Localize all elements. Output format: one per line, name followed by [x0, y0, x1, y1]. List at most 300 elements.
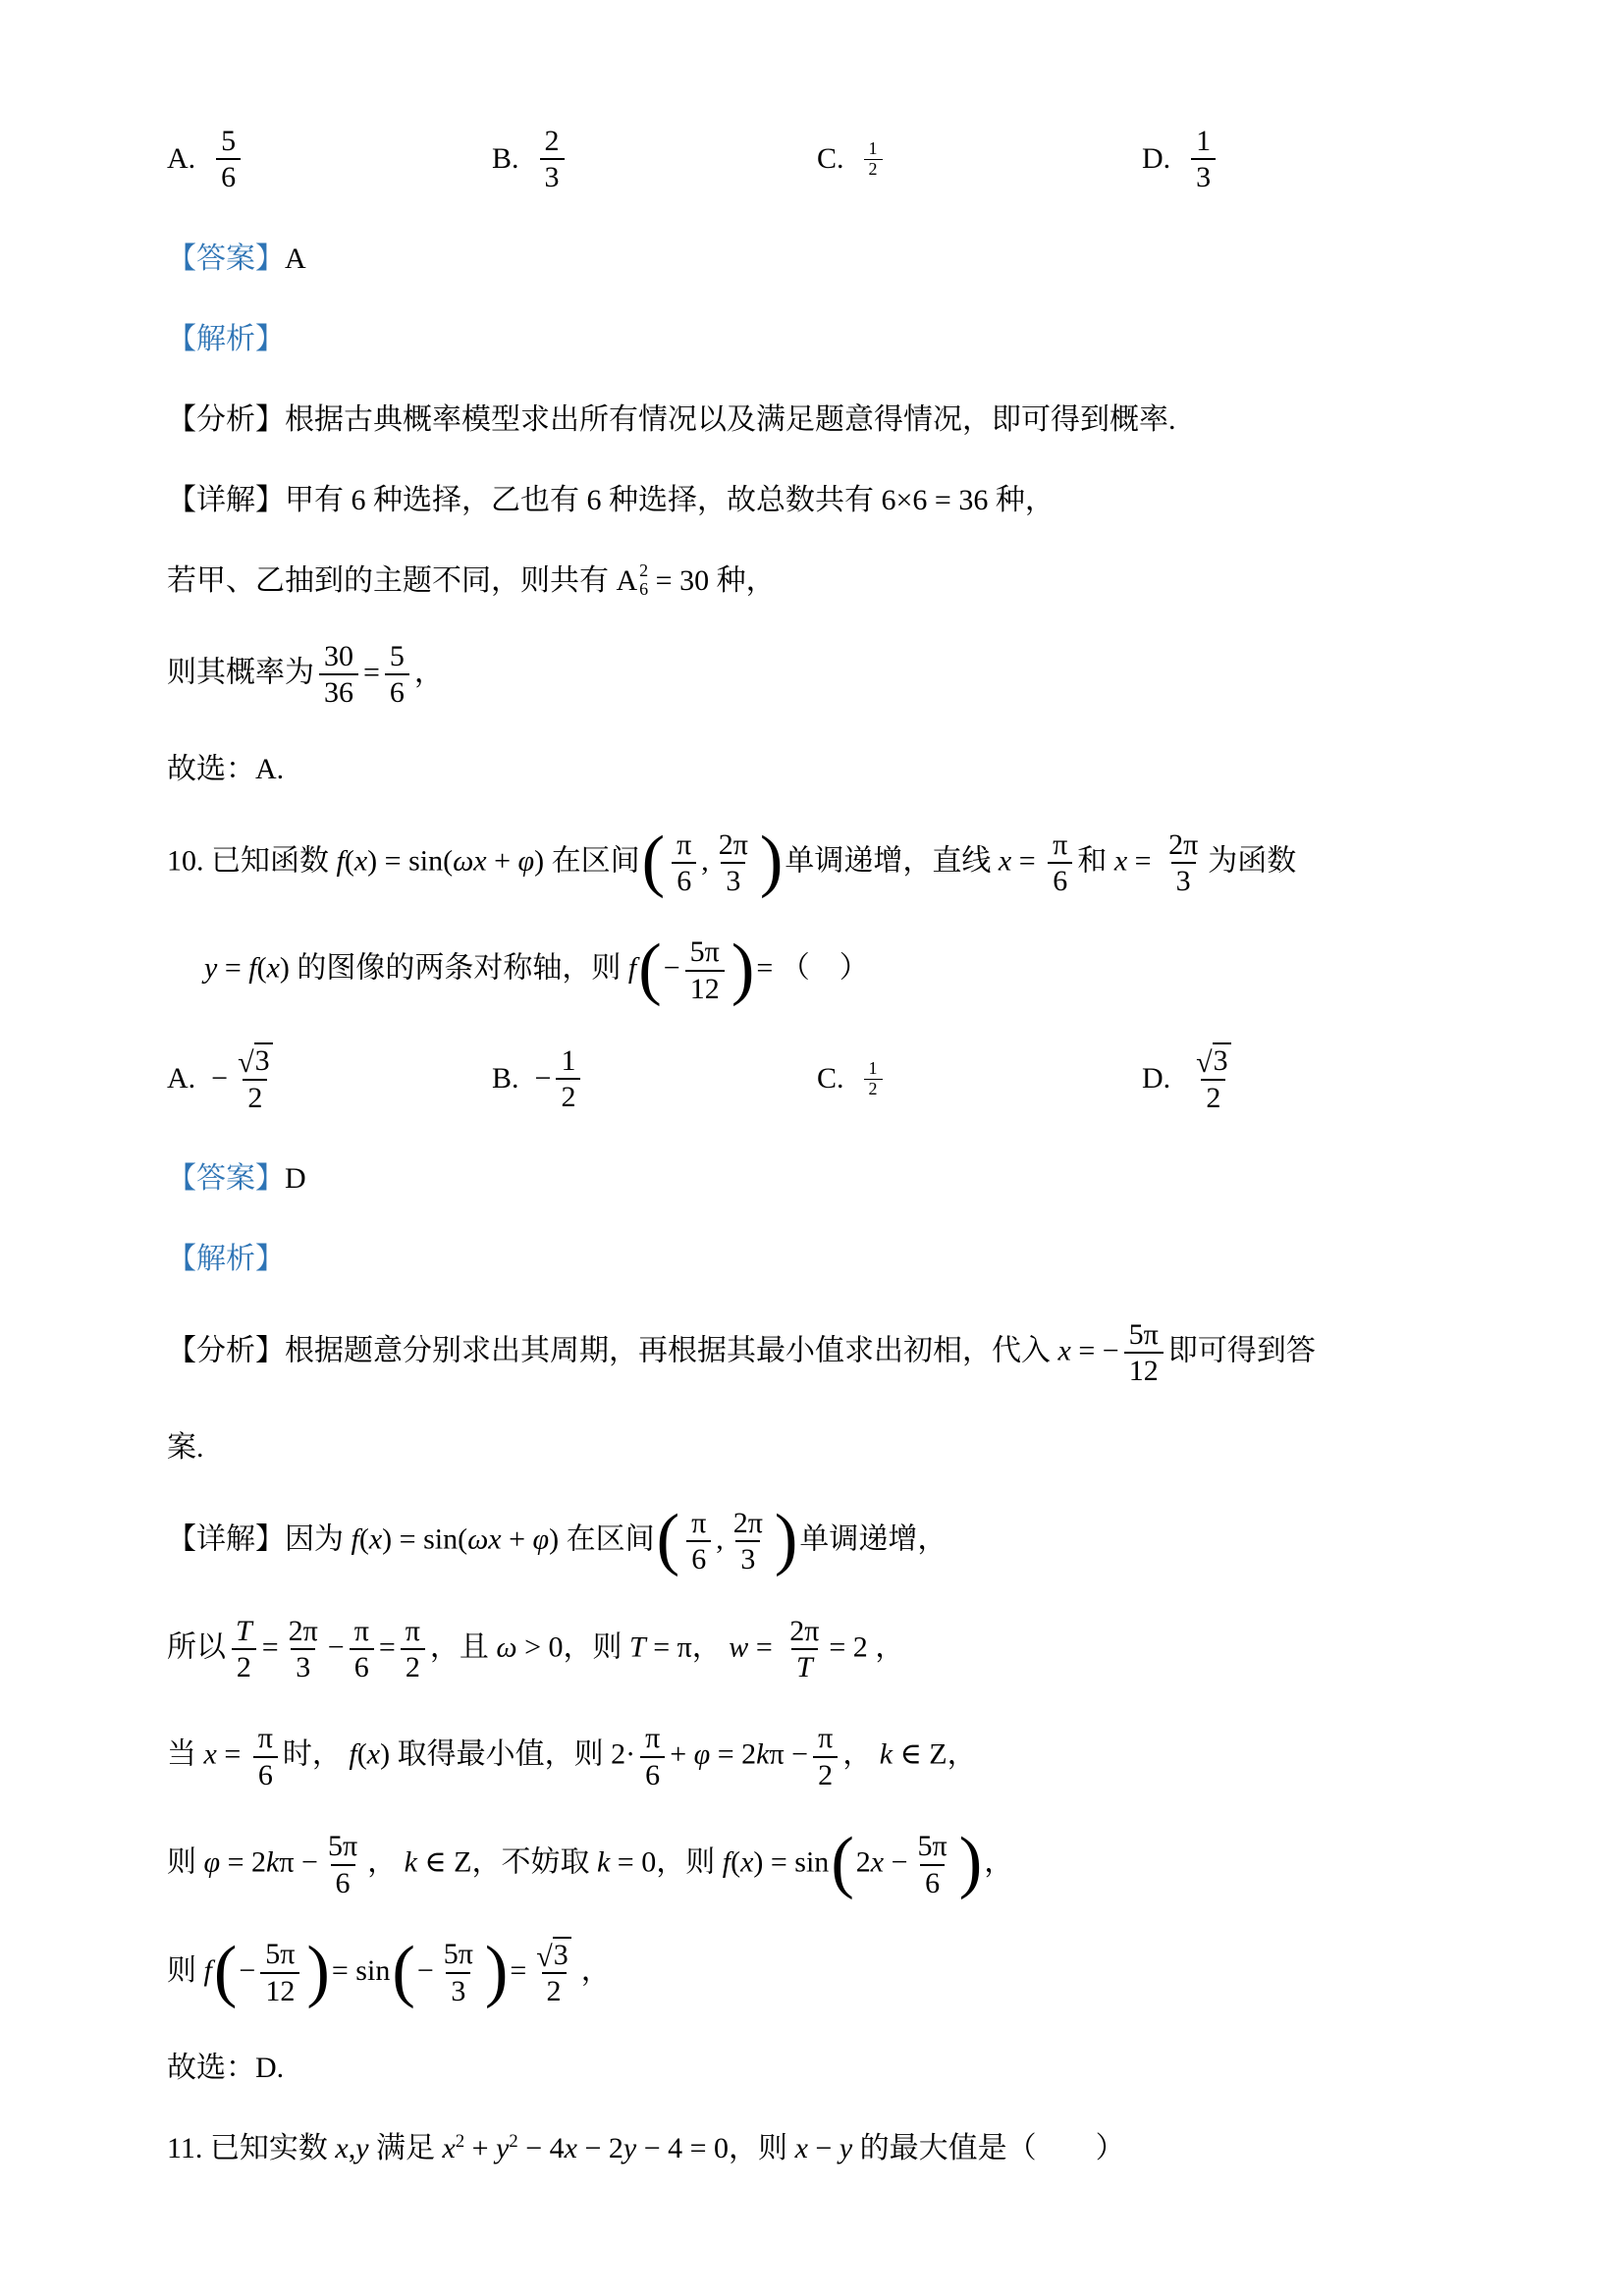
option-label: D.	[1142, 1062, 1171, 1095]
fraction	[439, 1937, 478, 2008]
fraction	[233, 1042, 277, 1115]
fraction	[1124, 1317, 1164, 1389]
big-paren: (	[831, 1824, 854, 1901]
big-paren: (	[638, 930, 662, 1007]
text-run: ∈ Z，不妨取	[416, 1845, 597, 1879]
text-run: ，且	[429, 1629, 497, 1663]
math-variable: x	[564, 2131, 577, 2164]
document-content	[167, 124, 1467, 2170]
math-variable: φ	[203, 1845, 221, 1879]
fraction-numerator	[540, 124, 565, 158]
small-fraction	[864, 1059, 883, 1099]
text-run: ，	[842, 1737, 880, 1771]
math-variable: x	[794, 2131, 808, 2164]
text-run: ) 在区间	[534, 843, 640, 877]
sqrt	[1196, 1042, 1230, 1079]
option-label: B.	[492, 142, 519, 176]
q9-prob-line	[167, 639, 1467, 711]
big-paren: )	[958, 1824, 983, 1901]
big-paren: (	[392, 1932, 415, 2009]
text-run: 若甲、乙抽到的主题不同，则共有	[167, 563, 617, 597]
text-run: π	[405, 1614, 420, 1647]
fraction-denominator	[291, 1648, 315, 1684]
text-run: =	[363, 656, 380, 689]
option-item	[492, 1043, 817, 1115]
big-paren: )	[759, 822, 784, 899]
text-run: 2	[868, 158, 878, 179]
superscript: 2	[455, 2130, 465, 2152]
text-run: −	[807, 2131, 839, 2164]
text-run: 1	[868, 138, 878, 159]
math-variable: w	[729, 1629, 749, 1663]
q10-statement-line1	[167, 822, 1467, 899]
text-run: ) = sin(	[382, 1522, 468, 1556]
text-run: 2π	[1168, 828, 1199, 861]
fraction	[401, 1614, 425, 1685]
text-run: 6	[389, 676, 405, 710]
text-run: D	[285, 1162, 306, 1196]
math-variable: y	[204, 951, 218, 985]
math-variable: x	[442, 2131, 456, 2164]
script-base: A	[616, 563, 638, 597]
fraction-denominator	[542, 1972, 567, 2008]
q10-answer-line	[167, 1156, 1467, 1201]
big-paren: (	[641, 822, 666, 899]
q10-options	[167, 1042, 1467, 1115]
text-run: 3	[740, 1543, 756, 1576]
fraction	[531, 1937, 575, 2009]
text-run: 5π	[689, 935, 720, 969]
text-run: =	[510, 1953, 527, 1987]
fraction-numerator	[785, 1614, 824, 1648]
option-item	[167, 124, 492, 195]
text-run: −	[327, 1629, 345, 1663]
fraction-numerator	[685, 934, 725, 969]
text-run: 案.	[167, 1430, 204, 1464]
math-variable: f	[627, 951, 637, 985]
text-run: = 30 种，	[648, 563, 776, 597]
big-paren: )	[731, 930, 755, 1007]
fraction	[284, 1614, 323, 1685]
text-run: = π，	[645, 1629, 730, 1663]
math-variable: x	[870, 1845, 885, 1879]
fraction-numerator	[439, 1937, 478, 1971]
section-tag: 【解析】	[167, 1243, 285, 1276]
math-variable: k	[404, 1845, 417, 1879]
fraction	[729, 1506, 768, 1577]
option-value	[1186, 124, 1220, 195]
fraction	[686, 1506, 711, 1577]
text-run: ∈ Z，	[893, 1737, 977, 1771]
fraction-denominator	[1191, 158, 1216, 194]
q10-fenxi-line1	[167, 1317, 1467, 1389]
fraction-numerator	[686, 1506, 711, 1540]
fraction-denominator	[813, 1756, 838, 1792]
option-item	[1142, 124, 1467, 195]
option-label: B.	[492, 1062, 519, 1095]
text-run: 当	[167, 1737, 204, 1771]
option-label: A.	[167, 142, 196, 176]
text-run: =	[378, 1629, 396, 1663]
text-run: 即可得到答	[1167, 1334, 1316, 1367]
text-run: ,	[701, 843, 709, 877]
text-run: 5	[221, 125, 237, 157]
text-run: 故选：D.	[167, 2051, 285, 2084]
fraction-numerator	[813, 1721, 838, 1755]
text-run: π	[645, 1722, 661, 1755]
section-tag: 【答案】	[167, 241, 285, 275]
fraction-denominator	[864, 1079, 883, 1099]
fraction-numerator	[319, 639, 358, 673]
text-run: −	[416, 1953, 434, 1987]
math-variable: x	[1057, 1334, 1071, 1367]
text-run: 2π	[288, 1614, 318, 1647]
text-run: 【详解】甲有 6 种选择，乙也有 6 种选择，故总数共有 6×6 = 36 种，	[167, 483, 1055, 516]
text-run: =	[1127, 843, 1160, 877]
text-run: 6	[677, 864, 692, 897]
text-run: 5π	[917, 1830, 947, 1863]
math-variable: x	[740, 1845, 754, 1879]
fraction-denominator	[920, 1864, 945, 1900]
sqrt	[536, 1937, 570, 1973]
fraction	[260, 1937, 299, 2008]
math-variable: x	[368, 1522, 383, 1556]
text-run: 2π	[732, 1506, 763, 1539]
fraction-denominator	[331, 1864, 355, 1900]
fraction-numerator	[864, 1059, 883, 1079]
fraction-denominator	[253, 1756, 278, 1792]
text-run: 2	[544, 125, 560, 157]
text-run: ，	[367, 1845, 405, 1879]
fraction	[685, 934, 725, 1006]
fraction-denominator	[446, 1972, 470, 2008]
fraction-numerator	[1191, 124, 1216, 158]
text-run: 5π	[1128, 1318, 1159, 1352]
text-run: π	[677, 828, 692, 861]
text-run: 2	[546, 1975, 562, 2008]
text-run: (	[344, 843, 354, 877]
text-run: 和	[1077, 843, 1114, 877]
text-run: ) 取得最小值，则 2·	[380, 1737, 636, 1771]
fraction-numerator	[1124, 1317, 1164, 1352]
math-variable: k	[879, 1737, 893, 1771]
text-run: 所以	[167, 1629, 226, 1663]
option-value	[860, 139, 887, 180]
text-run: −	[239, 1953, 256, 1987]
fraction	[785, 1614, 824, 1685]
q9-jiexi-line	[167, 317, 1467, 361]
option-value	[535, 124, 569, 195]
q10-step3-line	[167, 1824, 1467, 1901]
text-run: 5π	[265, 1938, 296, 1971]
text-run: 2	[868, 1078, 878, 1098]
text-run: 则	[167, 1845, 204, 1879]
option-label: D.	[1142, 142, 1171, 176]
text-run: =	[217, 951, 249, 985]
base-with-scripts	[617, 559, 649, 603]
fraction	[913, 1829, 952, 1900]
text-run: π	[818, 1722, 834, 1755]
text-run: ) 的图像的两条对称轴，则	[279, 951, 628, 985]
option-item	[167, 1042, 492, 1115]
option-value	[860, 1059, 887, 1099]
text-run: = （ ）	[756, 951, 869, 985]
fraction-denominator	[640, 1756, 665, 1792]
fraction-numerator	[531, 1937, 575, 1973]
text-run: 10. 已知函数	[167, 843, 337, 877]
text-run: 12	[1128, 1355, 1159, 1388]
text-run: ，	[413, 656, 444, 689]
q9-options	[167, 124, 1467, 195]
text-run: π −	[769, 1737, 809, 1771]
text-run: 单调递增，	[799, 1522, 947, 1556]
fraction	[1164, 828, 1203, 899]
fraction-numerator	[729, 1506, 768, 1540]
text-run: 3	[726, 864, 741, 897]
sqrt-radicand: 3	[1213, 1042, 1231, 1079]
math-variable: x	[266, 951, 280, 985]
math-variable: T	[236, 1614, 252, 1647]
fraction-denominator	[721, 862, 745, 898]
text-run: 2	[405, 1650, 420, 1683]
fraction-numerator	[216, 124, 241, 158]
option-value	[535, 1043, 586, 1115]
math-variable: k	[266, 1845, 280, 1879]
option-item	[817, 139, 1142, 180]
text-run: 6	[691, 1543, 707, 1576]
text-run: 2	[855, 1845, 871, 1879]
text-run: 12	[265, 1974, 296, 2007]
sqrt-sign: √	[536, 1940, 553, 1973]
fraction-denominator	[672, 862, 696, 898]
math-variable: x	[353, 843, 368, 877]
fraction-denominator	[385, 673, 409, 710]
q9-xiangjie-line	[167, 478, 1467, 522]
fraction-numerator	[1164, 828, 1203, 862]
option-label: C.	[817, 142, 844, 176]
text-run: 【详解】因为	[167, 1522, 352, 1556]
q10-step1-line	[167, 1614, 1467, 1685]
fraction-denominator	[1124, 1352, 1164, 1388]
fraction-numerator	[253, 1721, 278, 1755]
small-fraction	[864, 139, 883, 180]
text-run: 1	[868, 1057, 878, 1078]
text-run: 36	[324, 676, 353, 710]
text-run: 6	[221, 161, 237, 194]
text-run: 则其概率为	[167, 656, 314, 689]
text-run: =	[216, 1737, 248, 1771]
text-run: 的最大值是（ ）	[852, 2131, 1125, 2164]
text-run: = −	[1070, 1334, 1119, 1367]
text-run: (	[731, 1845, 741, 1879]
text-run: 12	[689, 972, 720, 1005]
fraction	[813, 1721, 838, 1792]
math-variable: T	[629, 1629, 646, 1663]
fraction	[1191, 124, 1216, 195]
fraction-denominator	[864, 159, 883, 180]
text-run: ) = sin	[753, 1845, 830, 1879]
text-run: − 4	[517, 2131, 565, 2164]
text-run: +	[501, 1522, 533, 1556]
math-variable: f	[349, 1737, 357, 1771]
fraction-denominator	[216, 158, 241, 194]
text-run: −	[884, 1845, 908, 1879]
text-run: 3	[451, 1974, 466, 2007]
text-run: 3	[544, 161, 560, 194]
fraction-numerator	[672, 828, 696, 862]
text-run: 3	[296, 1650, 311, 1683]
fraction-numerator	[233, 1042, 277, 1079]
fraction	[672, 828, 696, 899]
math-variable: f	[203, 1953, 212, 1987]
text-run: 2π	[718, 828, 748, 861]
math-variable: y	[355, 2131, 369, 2164]
text-run: 6	[645, 1758, 661, 1791]
text-run: ) 在区间	[549, 1522, 655, 1556]
text-run: − 4 = 0，则	[636, 2131, 795, 2164]
text-run: > 0，则	[516, 1629, 630, 1663]
text-run: 2	[247, 1081, 263, 1114]
text-run: 2	[561, 1081, 576, 1114]
text-run: −	[663, 951, 680, 985]
text-run: 6	[1053, 864, 1068, 897]
fraction-numerator	[556, 1043, 580, 1078]
text-run: 30	[324, 639, 353, 672]
text-run: 5π	[327, 1830, 358, 1863]
option-item	[492, 124, 817, 195]
text-run: 6	[257, 1758, 273, 1791]
section-tag: 【解析】	[167, 322, 285, 355]
math-variable: f	[248, 951, 257, 985]
text-run: 为函数	[1208, 843, 1297, 877]
text-run: = sin	[331, 1953, 391, 1987]
text-run: −	[534, 1062, 552, 1095]
math-variable: y	[839, 2131, 853, 2164]
math-variable: f	[722, 1845, 731, 1879]
option-item	[817, 1059, 1142, 1099]
text-run: ,	[716, 1522, 724, 1556]
fraction-numerator	[1191, 1042, 1235, 1079]
math-variable: k	[756, 1737, 770, 1771]
text-run: 6	[925, 1866, 941, 1899]
text-run: 则	[167, 1953, 204, 1987]
math-variable: φ	[693, 1737, 711, 1771]
fraction	[350, 1614, 374, 1685]
big-paren: (	[656, 1501, 680, 1578]
text-run: +	[670, 1737, 694, 1771]
text-run: 单调递增，直线	[785, 843, 999, 877]
text-run: 1	[1196, 125, 1212, 157]
math-variable: ωx	[453, 843, 487, 877]
fraction-denominator	[319, 673, 358, 710]
fraction-denominator	[1171, 862, 1196, 898]
fraction-numerator	[350, 1614, 374, 1648]
sqrt-sign: √	[1196, 1046, 1213, 1080]
math-variable: ω	[496, 1629, 517, 1663]
text-run: π −	[279, 1845, 318, 1879]
fraction	[385, 639, 409, 711]
fraction	[319, 639, 358, 711]
text-run: π	[1053, 828, 1068, 861]
fraction-denominator	[686, 1540, 711, 1576]
script-stack	[639, 561, 648, 600]
fraction-denominator	[735, 1540, 760, 1576]
text-run: ,	[348, 2131, 356, 2164]
math-variable: f	[351, 1522, 359, 1556]
q11-statement-line	[167, 2126, 1467, 2170]
fraction-denominator	[1201, 1079, 1225, 1115]
math-variable: φ	[517, 843, 535, 877]
option-value	[211, 124, 245, 195]
fraction-denominator	[540, 158, 565, 194]
section-tag: 【答案】	[167, 1162, 285, 1196]
q9-fenxi-line	[167, 398, 1467, 442]
text-run: 3	[1196, 161, 1212, 194]
big-paren: )	[774, 1501, 798, 1578]
text-run: 5π	[443, 1938, 473, 1971]
fraction	[253, 1721, 278, 1792]
fraction-denominator	[350, 1648, 374, 1684]
text-run: π	[353, 1614, 369, 1647]
big-paren: )	[484, 1932, 509, 2009]
sqrt-radicand: 3	[553, 1937, 571, 1973]
text-run: 2π	[789, 1614, 820, 1647]
sqrt-sign: √	[238, 1046, 254, 1080]
text-run: = 2 ，	[829, 1629, 905, 1663]
text-run: +	[486, 843, 518, 877]
text-run: −	[211, 1062, 229, 1095]
fraction	[640, 1721, 665, 1792]
q10-choice-line	[167, 2046, 1467, 2090]
text-run: =	[748, 1629, 781, 1663]
text-run: 【分析】根据古典概率模型求出所有情况以及满足题意得情况，即可得到概率.	[167, 402, 1176, 436]
fraction-numerator	[401, 1614, 425, 1648]
big-paren: )	[306, 1932, 330, 2009]
text-run: (	[356, 1737, 367, 1771]
math-variable: y	[623, 2131, 637, 2164]
text-run: =	[1011, 843, 1044, 877]
fraction-numerator	[1048, 828, 1072, 862]
text-run: ) = sin(	[367, 843, 454, 877]
fraction-numerator	[231, 1614, 257, 1648]
big-paren: (	[213, 1932, 238, 2009]
text-run: 【分析】根据题意分别求出其周期，再根据其最小值求出初相，代入	[167, 1334, 1058, 1367]
fraction-denominator	[685, 970, 725, 1006]
q9-answer-line	[167, 237, 1467, 281]
text-run: 2	[1206, 1081, 1221, 1114]
fraction	[1048, 828, 1072, 899]
text-run: 2	[818, 1758, 834, 1791]
superscript: 2	[509, 2130, 518, 2152]
text-run: ，	[580, 1953, 611, 1987]
fraction	[323, 1829, 362, 1900]
text-run: (	[358, 1522, 369, 1556]
q9-step-line	[167, 559, 1467, 603]
fraction-numerator	[260, 1937, 299, 1971]
text-run: 6	[335, 1866, 351, 1899]
fraction	[1191, 1042, 1235, 1115]
text-run: =	[261, 1629, 279, 1663]
fraction-numerator	[913, 1829, 952, 1863]
option-label: A.	[167, 1062, 196, 1095]
text-run: π	[257, 1722, 273, 1755]
fraction-denominator	[232, 1648, 256, 1684]
math-variable: x	[1113, 843, 1128, 877]
math-variable: x	[335, 2131, 349, 2164]
fraction-numerator	[284, 1614, 323, 1648]
text-run: +	[464, 2131, 497, 2164]
text-run: π	[691, 1506, 707, 1539]
